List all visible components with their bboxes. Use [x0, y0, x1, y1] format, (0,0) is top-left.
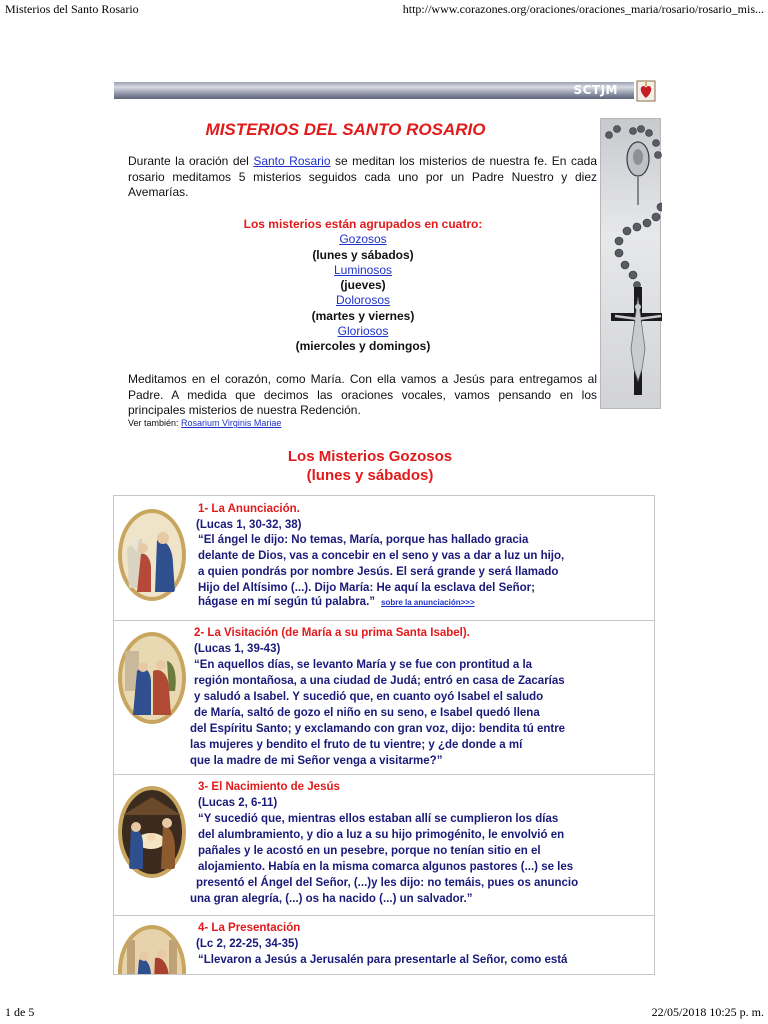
rosary-image — [600, 118, 661, 409]
group-link-dolorosos[interactable]: Dolorosos — [335, 293, 391, 308]
group-link-gloriosos[interactable]: Gloriosos — [337, 324, 389, 339]
mystery-title: 1- La Anunciación. — [198, 503, 300, 515]
group-days-gozosos: (lunes y sábados) — [312, 247, 414, 262]
closing-paragraph: Meditamos en el corazón, como María. Con ella vamos a Jesús para entregamos al Padre. A medida que decimos las oraciones vocales, vamos pensando en los principales misterios de nuestra Redención. — [128, 372, 597, 417]
mystery-text-line: que la madre de mi Señor venga a visitarme?” — [190, 755, 443, 767]
mystery-text-line: a quien pondrás por nombre Jesús. El será grande y será llamado — [198, 566, 559, 578]
mystery-text-line: una gran alegría, (...) os ha nacido (...) un salvador.” — [190, 893, 473, 905]
print-datetime: 22/05/2018 10:25 p. m. — [651, 1005, 764, 1019]
mystery-row — [114, 496, 654, 620]
mystery-text-line: “Y sucedió que, mientras ellos estaban allí se cumplieron los días — [198, 813, 559, 825]
group-days-dolorosos: (martes y viernes) — [311, 308, 415, 323]
mystery-text-line: región montañosa, a una ciudad de Judá; entró en casa de Zacarías — [194, 675, 565, 687]
mystery-reference: (Lucas 1, 30-32, 38) — [196, 519, 302, 531]
mystery-text-line: “En aquellos días, se levanto María y se fue con prontitud a la — [194, 659, 533, 671]
heart-crest-icon[interactable] — [636, 80, 656, 102]
mystery-row — [114, 915, 654, 975]
section-title: Los Misterios Gozosos (lunes y sábados) — [287, 448, 453, 484]
mystery-text-line: pañales y le acostó en un pesebre, porque no tenían sitio en el — [198, 845, 541, 857]
mystery-text-line: de María, saltó de gozo el niño en su seno, e Isabel quedó llena — [194, 707, 540, 719]
visitation-image — [117, 631, 187, 725]
mystery-reference: (Lc 2, 22-25, 34-35) — [196, 938, 299, 950]
mystery-row — [114, 620, 654, 774]
groups-heading: Los misterios están agrupados en cuatro: — [243, 217, 483, 231]
banner-label: SCTJM — [573, 83, 618, 97]
mystery-text-line: las mujeres y bendito el fruto de tu vientre; y ¿de donde a mí — [190, 739, 523, 751]
print-url: http://www.corazones.org/oraciones/oraciones_maria/rosario/rosario_mis... — [402, 2, 764, 16]
mystery-text-line: “Llevaron a Jesús a Jerusalén para presentarle al Señor, como está — [198, 954, 568, 966]
mystery-title: 3- El Nacimiento de Jesús — [198, 781, 340, 793]
group-link-luminosos[interactable]: Luminosos — [333, 262, 393, 277]
intro-paragraph: Durante la oración del Santo Rosario se meditan los misterios de nuestra fe. En cada rosario meditamos 5 misterios seguidos cada uno por un Padre Nuestro y diez Avemarías. — [128, 154, 597, 199]
rosarium-link[interactable]: Rosarium Virginis Mariae — [181, 418, 282, 428]
annunciation-image — [117, 508, 187, 602]
santo-rosario-link[interactable]: Santo Rosario — [253, 154, 331, 168]
mystery-text-line: Hijo del Altísimo (...). Dijo María: He aquí la esclava del Señor; — [198, 582, 535, 594]
page-title: MISTERIOS DEL SANTO ROSARIO — [205, 120, 486, 139]
mystery-row — [114, 774, 654, 915]
group-days-luminosos: (jueves) — [340, 278, 386, 293]
see-also: Ver también: Rosarium Virginis Mariae — [128, 418, 282, 428]
mystery-reference: (Lucas 1, 39-43) — [194, 643, 281, 655]
nativity-image — [117, 785, 187, 879]
annunciation-more-link[interactable]: sobre la anunciación>>> — [381, 598, 475, 607]
group-days-gloriosos: (miercoles y domingos) — [295, 339, 431, 354]
mystery-reference: (Lucas 2, 6-11) — [198, 797, 278, 809]
print-page-title: Misterios del Santo Rosario — [5, 2, 139, 16]
mystery-title: 4- La Presentación — [198, 922, 301, 934]
mystery-text-line: hágase en mí según tú palabra.” sobre la anunciación>>> — [198, 596, 475, 608]
mystery-text-line: del alumbramiento, y dio a luz a su hijo primogénito, le envolvió en — [198, 829, 565, 841]
mystery-text-line: delante de Dios, vas a concebir en el seno y vas a dar a luz un hijo, — [198, 550, 565, 562]
presentation-image — [117, 924, 187, 975]
mystery-title: 2- La Visitación (de María a su prima Santa Isabel). — [194, 627, 470, 639]
mysteries-list — [113, 495, 655, 975]
group-link-gozosos[interactable]: Gozosos — [339, 232, 387, 247]
print-page-number: 1 de 5 — [5, 1005, 35, 1019]
mystery-text-line: del Espíritu Santo; y exclamando con gran voz, dijo: bendita tú entre — [190, 723, 566, 735]
mystery-text-line: alojamiento. Había en la misma comarca algunos pastores (...) se les — [198, 861, 574, 873]
mystery-text-line: presentó el Ángel del Señor, (...)y les dijo: no temáis, pues os anuncio — [196, 877, 579, 889]
mystery-text-line: “El ángel le dijo: No temas, María, porque has hallado gracia — [198, 534, 529, 546]
mystery-text-line: y saludó a Isabel. Y sucedió que, en cuanto oyó Isabel el saludo — [194, 691, 544, 703]
site-banner — [114, 82, 634, 99]
mystery-groups — [128, 217, 598, 355]
